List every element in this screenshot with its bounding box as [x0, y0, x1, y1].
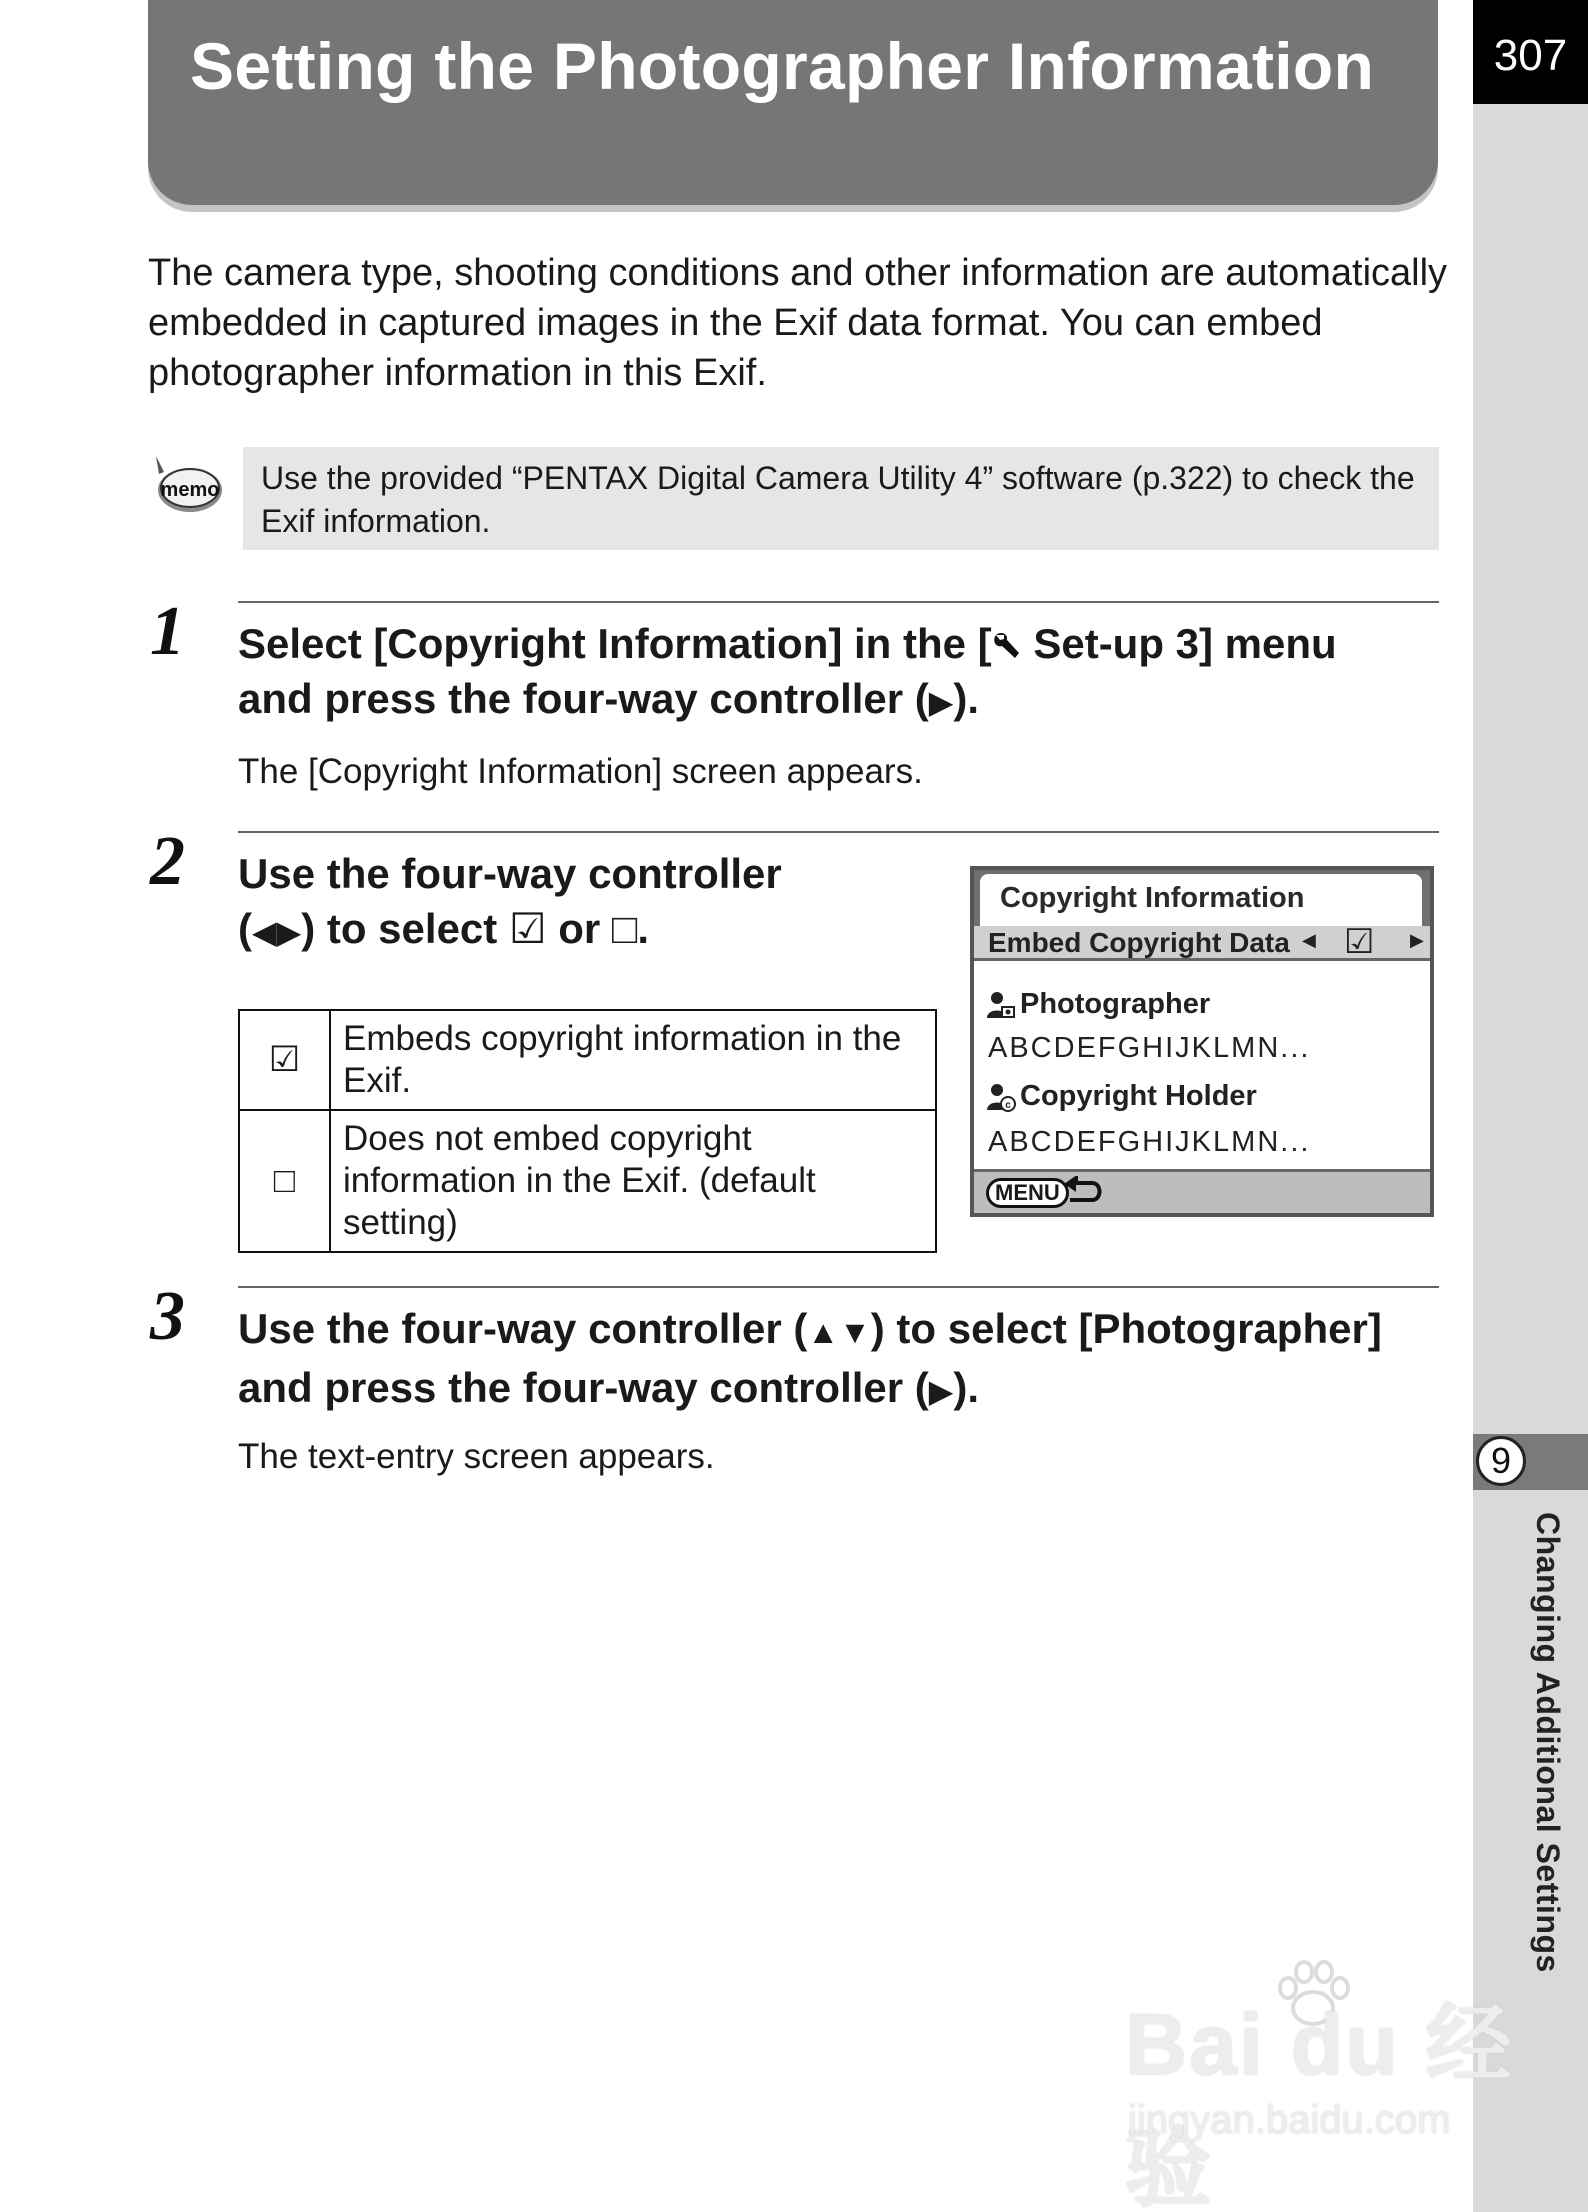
step-description: The text-entry screen appears. — [238, 1437, 715, 1476]
step-heading: Use the four-way controller (▲▼) to select [Photographer] and press the four-way controller (▶). — [238, 1305, 1382, 1411]
right-arrow-icon: ▶ — [276, 914, 302, 950]
step-heading: Select [Copyright Information] in the [ Set-up 3] menu and press the four-way controller (▶). — [238, 620, 1337, 722]
checkbox-checked-icon: ☑ — [1344, 923, 1375, 961]
photographer-value: ABCDEFGHIJKLMN... — [988, 1032, 1311, 1064]
down-arrow-icon: ▼ — [839, 1314, 871, 1350]
right-arrow-icon: ▶ — [928, 1373, 954, 1409]
options-table — [238, 1009, 937, 1253]
wrench-icon — [992, 620, 1022, 667]
chapter-number: 9 — [1476, 1436, 1526, 1486]
table-row — [239, 1110, 936, 1252]
left-arrow-icon: ◀ — [252, 914, 277, 950]
menu-button-icon: MENU — [986, 1178, 1069, 1208]
chapter-title: Changing Additional Settings — [1530, 1512, 1566, 1973]
checkbox-empty-icon: □ — [239, 1110, 330, 1252]
right-arrow-icon: ▶ — [928, 684, 954, 720]
copyright-holder-value: ABCDEFGHIJKLMN... — [988, 1126, 1311, 1158]
left-arrow-icon: ◀ — [1302, 930, 1316, 950]
embed-copyright-row — [974, 923, 1430, 961]
right-arrow-icon: ▶ — [1410, 930, 1424, 950]
divider — [238, 1286, 1439, 1288]
page-number: 307 — [1473, 0, 1588, 104]
step-number: 3 — [150, 1278, 185, 1355]
option-description: Embeds copyright information in the Exif. — [330, 1010, 936, 1110]
option-description: Does not embed copyright information in the Exif. (default setting) — [330, 1110, 936, 1252]
person-icon — [986, 990, 1016, 1020]
divider — [238, 831, 1439, 833]
up-arrow-icon: ▲ — [807, 1314, 840, 1350]
person-copyright-icon — [986, 1082, 1016, 1112]
memo-icon — [150, 452, 224, 518]
camera-screen — [970, 866, 1434, 1217]
photographer-label: Photographer — [986, 988, 1210, 1021]
embed-copyright-label: Embed Copyright Data — [988, 927, 1290, 958]
watermark-url: jingyan.baidu.com — [1128, 2098, 1451, 2142]
step-number: 1 — [150, 593, 185, 670]
checkbox-checked-icon: ☑ — [239, 1010, 330, 1110]
copyright-holder-label: c Copyright Holder — [986, 1080, 1257, 1113]
title-bar — [148, 0, 1438, 205]
divider — [238, 601, 1439, 603]
svg-text:c: c — [1005, 1099, 1011, 1111]
step-description: The [Copyright Information] screen appears. — [238, 752, 923, 791]
memo-icon-label: memo — [160, 479, 220, 501]
camera-screen-header — [974, 870, 1430, 926]
page-title: Setting the Photographer Information — [190, 29, 1375, 103]
table-row — [239, 1010, 936, 1110]
step-heading: Use the four-way controller (◀▶) to select ☑ or □. — [238, 850, 782, 952]
watermark-brand: Bai du 经验 — [1125, 1997, 1514, 2212]
back-arrow-icon — [1062, 1176, 1108, 1208]
intro-paragraph: The camera type, shooting conditions and other information are automatically embedded in captured images in the Exif data format. You can embed photographer information in this Exif. — [148, 252, 1448, 394]
step-number: 2 — [150, 823, 185, 900]
checkbox-empty-icon: □ — [611, 905, 638, 952]
camera-screen-title: Copyright Information — [980, 874, 1422, 926]
checkbox-checked-icon: ☑ — [508, 905, 547, 952]
camera-screen-footer — [974, 1169, 1430, 1213]
memo-note: Use the provided “PENTAX Digital Camera Utility 4” software (p.322) to check the Exif information. — [243, 447, 1439, 550]
